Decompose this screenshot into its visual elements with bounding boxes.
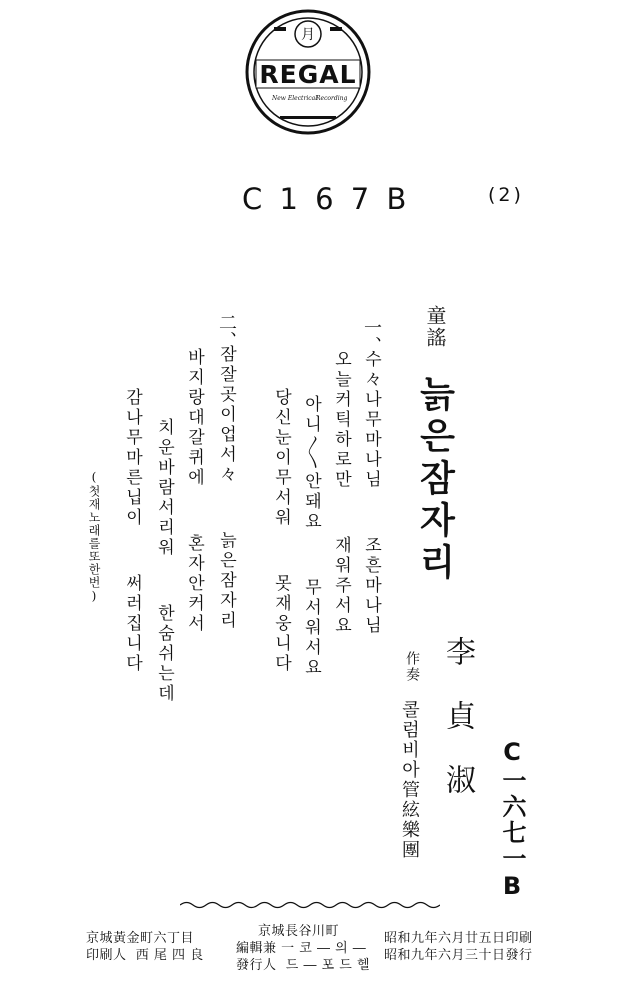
credit-role: 作奏 (404, 651, 420, 683)
verse1-line: 당신눈이무서워 못재웅니다 (271, 388, 291, 674)
footer-divider (180, 900, 440, 910)
verse1-line: 수々나무마나님 조흔마나님 (361, 350, 381, 636)
footer-print-date: 昭和九年六月廿五日印刷 (384, 931, 533, 946)
song-title: 늙은잠자리 (414, 375, 456, 585)
verse2-line: 치운바람서리워 한숨쉬는데 (154, 418, 174, 704)
song-genre: 童謠 (423, 305, 447, 349)
label-brand-text: REGAL (259, 60, 357, 89)
trademark-glyph-icon: 月 (301, 27, 315, 43)
footer-printer-address: 京城黃金町六丁目 (86, 931, 195, 946)
verse2-line: 감나무마른닙이 써러집니다 (122, 388, 142, 674)
verse2-marker: 二、 (216, 313, 237, 349)
verse2-line: 바지랑대갈퀴에 혼자안커서 (184, 348, 204, 634)
label-small-right: Recording (316, 95, 348, 102)
verse2-line: 잠잘곳이업서々 늙은잠자리 (216, 345, 236, 631)
performer-name: 콜럼비아管絃樂團 (399, 700, 420, 860)
footer-issue-date: 昭和九年六月三十日發行 (384, 948, 533, 963)
composer-name: 李貞淑 (440, 636, 475, 828)
repeat-note: (첫재노래를또한번) (87, 470, 101, 604)
regal-record-label (244, 8, 372, 136)
footer-publisher: 發行人 드 ― 포 드 헬 (236, 958, 371, 973)
side-number: (2) (488, 184, 524, 206)
footer-editor: 編輯兼 一 코 ― 의 ― (236, 941, 367, 956)
verse1-line: 아니〱안돼요 무서워서요 (301, 395, 321, 678)
footer-editor-address: 京城長谷川町 (258, 924, 340, 939)
verse1-marker: 一、 (361, 318, 382, 354)
catalog-vertical: C一六七一B (498, 738, 526, 902)
verse1-line: 오늘커틱하로만 재워주서요 (331, 350, 351, 636)
label-small-left: New Electrical (272, 95, 318, 102)
catalog-number: C 1 6 7 B (242, 182, 411, 216)
footer-printer: 印刷人 西 尾 四 良 (86, 948, 204, 963)
